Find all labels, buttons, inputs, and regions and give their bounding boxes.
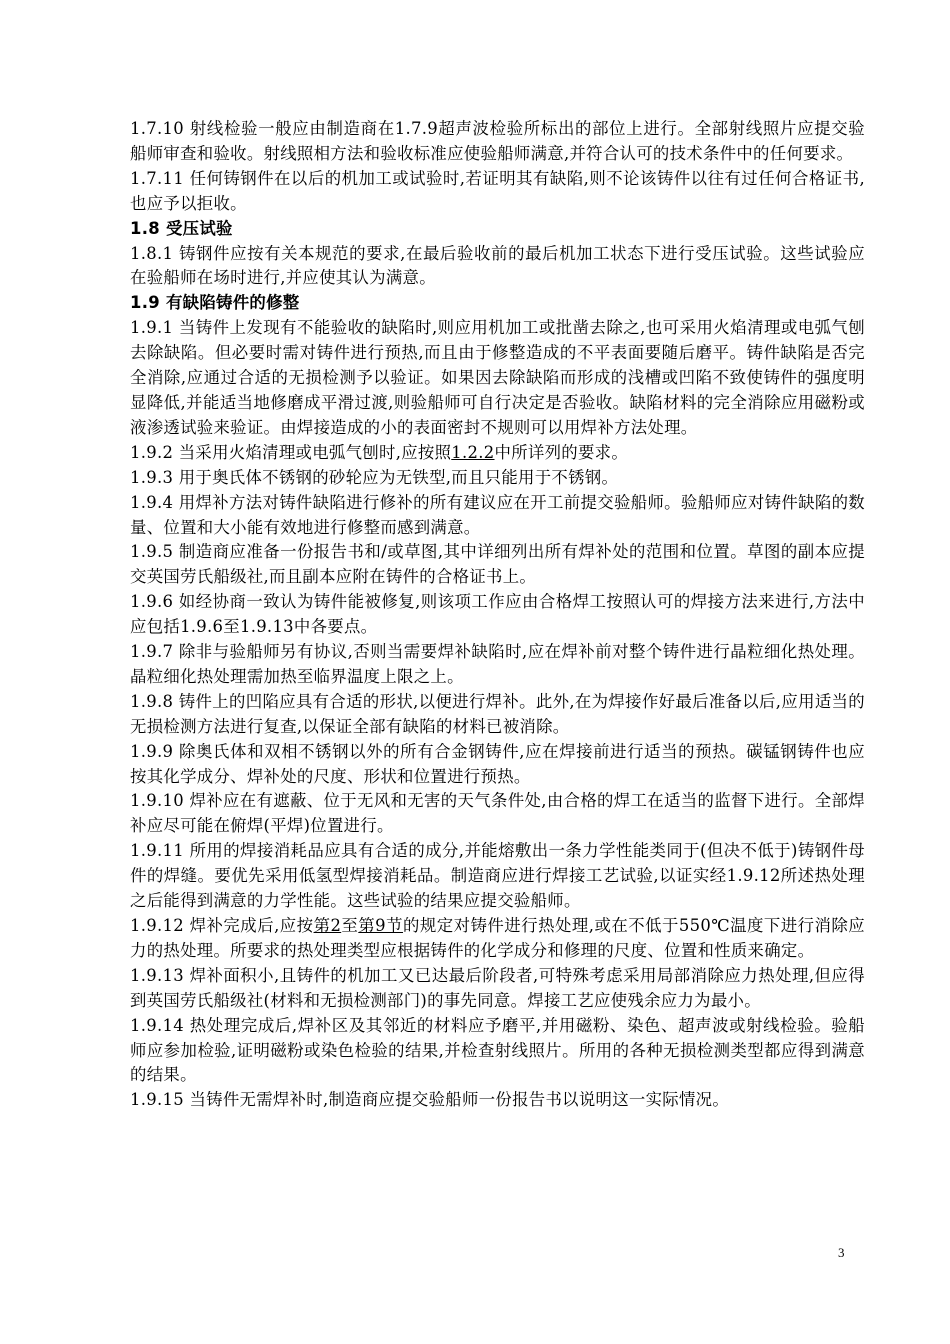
paragraph-1-7-10: 1.7.10 射线检验一般应由制造商在1.7.9超声波检验所标出的部位上进行。全部射线照片应提交验船师审查和验收。射线照相方法和验收标准应使验船师满意,并符合认可的技术条件中的任何要求。: [130, 119, 865, 163]
paragraph-1-9-10: 1.9.10 焊补应在有遮蔽、位于无风和无害的天气条件处,由合格的焊工在适当的监督下进行。全部焊补应尽可能在俯焊(平焊)位置进行。: [130, 791, 865, 836]
cross-reference-link[interactable]: 第9节: [358, 916, 403, 935]
paragraph-text: 的规定对铸件进行热处理,或在不低于550℃温度下进行消除应力的热处理。所要求的热处理类型应根据铸件的化学成分和修理的尺度、位置和性质来确定。: [130, 916, 866, 960]
paragraph-1-9-12: [130, 914, 865, 964]
paragraph-1-9-8: 1.9.8 铸件上的凹陷应具有合适的形状,以便进行焊补。此外,在为焊接作好最后准备以后,应用适当的无损检测方法进行复查,以保证全部有缺陷的材料已被消除。: [130, 691, 865, 736]
paragraph-1-9-2: [130, 441, 865, 466]
page-number: 3: [838, 1245, 845, 1260]
paragraph-1-9-9: 1.9.9 除奥氏体和双相不锈钢以外的所有合金钢铸件,应在焊接前进行适当的预热。碳锰钢铸件也应按其化学成分、焊补处的尺度、形状和位置进行预热。: [130, 741, 865, 786]
paragraph-1-9-13: 1.9.13 焊补面积小,且铸件的机加工又已达最后阶段者,可特殊考虑采用局部消除应力热处理,但应得到英国劳氏船级社(材料和无损检测部门)的事先同意。焊接工艺应使残余应力为最小。: [130, 965, 865, 1010]
paragraph-1-9-15: 1.9.15 当铸件无需焊补时,制造商应提交验船师一份报告书以说明这一实际情况。: [130, 1090, 730, 1110]
paragraph-text: 1.9.2 当采用火焰清理或电弧气刨时,应按照: [130, 442, 452, 462]
paragraph-1-9-7: 1.9.7 除非与验船师另有协议,否则当需要焊补缺陷时,应在焊补前对整个铸件进行晶粒细化热处理。晶粒细化热处理需加热至临界温度上限之上。: [130, 642, 865, 686]
paragraph-1-9-3: 1.9.3 用于奥氏体不锈钢的砂轮应为无铁型,而且只能用于不锈钢。: [130, 467, 619, 487]
section-heading-1-8: 1.8 受压试验: [130, 218, 233, 238]
paragraph-1-9-5: 1.9.5 制造商应准备一份报告书和/或草图,其中详细列出所有焊补处的范围和位置。草图的副本应提交英国劳氏船级社,而且副本应附在铸件的合格证书上。: [130, 542, 865, 587]
paragraph-1-8-1: 1.8.1 铸钢件应按有关本规范的要求,在最后验收前的最后机加工状态下进行受压试验。这些试验应在验船师在场时进行,并应使其认为满意。: [130, 243, 865, 288]
paragraph-text: 中所详列的要求。: [494, 442, 629, 462]
cross-reference-link[interactable]: 1.2.2: [451, 442, 495, 462]
paragraph-1-9-6: 1.9.6 如经协商一致认为铸件能被修复,则该项工作应由合格焊工按照认可的焊接方法来进行,方法中应包括1.9.6至1.9.13中各要点。: [130, 592, 865, 637]
section-heading-1-9: 1.9 有缺陷铸件的修整: [130, 293, 300, 313]
paragraph-text: 1.9.12 焊补完成后,应按: [130, 916, 314, 935]
paragraph-1-7-11: 1.7.11 任何铸钢件在以后的机加工或试验时,若证明其有缺陷,则不论该铸件以往有过任何合格证书,也应予以拒收。: [130, 168, 865, 213]
paragraph-text: 至: [341, 916, 359, 935]
cross-reference-link[interactable]: 第2: [313, 916, 342, 935]
document-body: [130, 117, 865, 1113]
paragraph-1-9-4: 1.9.4 用焊补方法对铸件缺陷进行修补的所有建议应在开工前提交验船师。验船师应对铸件缺陷的数量、位置和大小能有效地进行修整而感到满意。: [130, 492, 865, 537]
paragraph-1-9-11: 1.9.11 所用的焊接消耗品应具有合适的成分,并能熔敷出一条力学性能类同于(但决不低于)铸钢件母件的焊缝。要优先采用低氢型焊接消耗品。制造商应进行焊接工艺试验,以证实经1.9.12所述热处理之后能得到满意的力学性能。这些试验的结果应提交验船师。: [130, 841, 865, 911]
paragraph-1-9-14: 1.9.14 热处理完成后,焊补区及其邻近的材料应予磨平,并用磁粉、染色、超声波或射线检验。验船师应参加检验,证明磁粉或染色检验的结果,并检查射线照片。所用的各种无损检测类型都应得到满意的结果。: [130, 1015, 865, 1085]
paragraph-1-9-1: 1.9.1 当铸件上发现有不能验收的缺陷时,则应用机加工或批凿去除之,也可采用火焰清理或电弧气刨去除缺陷。但必要时需对铸件进行预热,而且由于修整造成的不平表面要随后磨平。铸件缺陷是否完全消除,应通过合适的无损检测予以验证。如果因去除缺陷而形成的浅槽或凹陷不致使铸件的强度明显降低,并能适当地修磨成平滑过渡,则验船师可自行决定是否验收。缺陷材料的完全消除应用磁粉或液渗透试验来验证。由焊接造成的小的表面密封不规则可以用焊补方法处理。: [130, 318, 865, 437]
